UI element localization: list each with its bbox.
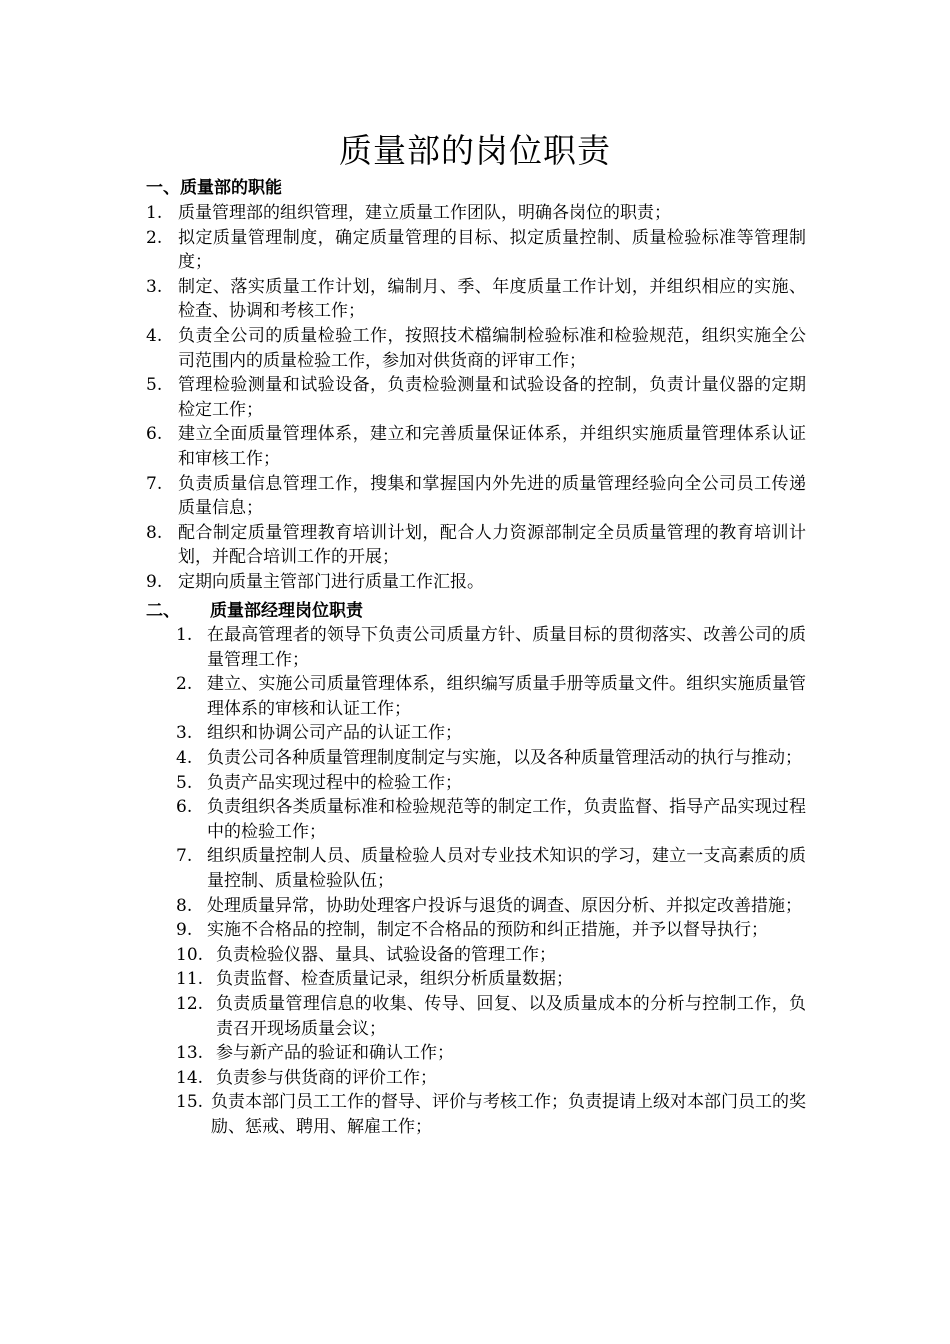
list-item (146, 201, 806, 226)
item-text: 实施不合格品的控制，制定不合格品的预防和纠正措施，并予以督导执行； (207, 920, 768, 941)
list-item (176, 894, 806, 919)
item-text: 管理检验测量和试验设备，负责检验测量和试验设备的控制，负责计量仪器的定期检定工作； (178, 375, 806, 420)
item-number: 8. (146, 522, 163, 543)
item-number: 13. (176, 1043, 204, 1064)
item-number: 11. (176, 969, 204, 990)
section-heading-functions (146, 176, 282, 200)
item-text: 建立全面质量管理体系，建立和完善质量保证体系，并组织实施质量管理体系认证和审核工作； (178, 424, 806, 469)
list-item (146, 521, 806, 570)
item-number: 2. (146, 227, 163, 248)
section-title: 质量部经理岗位职责 (210, 601, 363, 621)
list-item (176, 1066, 806, 1091)
list-item (146, 373, 806, 422)
item-number: 15. (176, 1092, 204, 1113)
manager-duties-list (176, 623, 806, 1139)
item-text: 建立、实施公司质量管理体系，组织编写质量手册等质量文件。组织实施质量管理体系的审核和认证工作； (207, 674, 806, 719)
item-number: 12. (176, 993, 204, 1014)
list-item (176, 746, 806, 771)
item-number: 9. (146, 571, 163, 592)
list-item (176, 623, 806, 672)
item-number: 9. (176, 920, 193, 941)
item-number: 10. (176, 944, 204, 965)
list-item (176, 967, 806, 992)
list-item (146, 472, 806, 521)
item-number: 2. (176, 674, 193, 695)
functions-list (146, 201, 806, 595)
item-text: 处理质量异常，协助处理客户投诉与退货的调查、原因分析、并拟定改善措施； (207, 895, 802, 916)
item-number: 3. (176, 723, 193, 744)
list-item (176, 992, 806, 1041)
item-text: 负责参与供货商的评价工作； (216, 1067, 437, 1088)
list-item (146, 275, 806, 324)
list-item (176, 844, 806, 893)
item-text: 负责产品实现过程中的检验工作； (207, 772, 462, 793)
list-item (176, 943, 806, 968)
list-item (176, 1090, 806, 1139)
item-text: 负责检验仪器、量具、试验设备的管理工作； (216, 944, 556, 965)
list-item (176, 918, 806, 943)
item-text: 组织质量控制人员、质量检验人员对专业技术知识的学习，建立一支高素质的质量控制、质量检验队伍； (207, 846, 806, 891)
item-text: 负责全公司的质量检验工作，按照技术檔编制检验标准和检验规范，组织实施全公司范围内的质量检验工作，参加对供货商的评审工作； (178, 325, 806, 371)
list-item (176, 721, 806, 746)
item-text: 质量管理部的组织管理，建立质量工作团队，明确各岗位的职责； (178, 203, 671, 223)
document-title: 质量部的岗位职责 (339, 131, 611, 170)
section-number: 二、 (146, 601, 180, 621)
list-item (146, 226, 806, 275)
item-number: 3. (146, 276, 163, 297)
list-item (176, 1041, 806, 1066)
item-number: 6. (176, 797, 193, 818)
item-text: 定期向质量主管部门进行质量工作汇报。 (178, 571, 484, 592)
item-text: 组织和协调公司产品的认证工作； (207, 723, 462, 744)
list-item (176, 771, 806, 796)
item-number: 7. (146, 473, 163, 494)
item-number: 4. (146, 325, 163, 346)
item-text: 负责质量管理信息的收集、传导、回复、以及质量成本的分析与控制工作，负责召开现场质量会议； (216, 993, 806, 1039)
list-item (146, 570, 806, 595)
section-title: 质量部的职能 (180, 178, 282, 198)
item-text: 配合制定质量管理教育培训计划，配合人力资源部制定全员质量管理的教育培训计划，并配合培训工作的开展； (178, 522, 806, 568)
item-number: 1. (176, 625, 193, 645)
item-text: 负责公司各种质量管理制度制定与实施，以及各种质量管理活动的执行与推动； (207, 747, 802, 768)
section-heading-manager-duties (146, 599, 363, 623)
item-number: 5. (176, 772, 193, 793)
item-number: 7. (176, 846, 193, 867)
item-number: 8. (176, 895, 193, 916)
list-item (176, 795, 806, 844)
item-text: 负责质量信息管理工作，搜集和掌握国内外先进的质量管理经验向全公司员工传递质量信息； (178, 473, 806, 519)
item-text: 制定、落实质量工作计划，编制月、季、年度质量工作计划，并组织相应的实施、检查、协调和考核工作； (178, 276, 806, 322)
section-number: 一、 (146, 178, 180, 198)
list-item (146, 324, 806, 373)
list-item (176, 672, 806, 721)
item-text: 负责组织各类质量标准和检验规范等的制定工作，负责监督、指导产品实现过程中的检验工作； (207, 797, 806, 842)
list-item (146, 422, 806, 471)
item-number: 4. (176, 747, 193, 768)
item-number: 1. (146, 203, 163, 223)
item-text: 负责本部门员工工作的督导、评价与考核工作；负责提请上级对本部门员工的奖励、惩戒、聘用、解雇工作； (211, 1092, 806, 1137)
item-number: 14. (176, 1067, 204, 1088)
item-text: 负责监督、检查质量记录，组织分析质量数据； (216, 969, 573, 990)
item-text: 参与新产品的验证和确认工作； (216, 1043, 454, 1064)
item-number: 5. (146, 375, 163, 396)
item-number: 6. (146, 424, 163, 445)
item-text: 拟定质量管理制度，确定质量管理的目标、拟定质量控制、质量检验标准等管理制度； (178, 227, 806, 273)
item-text: 在最高管理者的领导下负责公司质量方针、质量目标的贯彻落实、改善公司的质量管理工作； (207, 625, 806, 670)
